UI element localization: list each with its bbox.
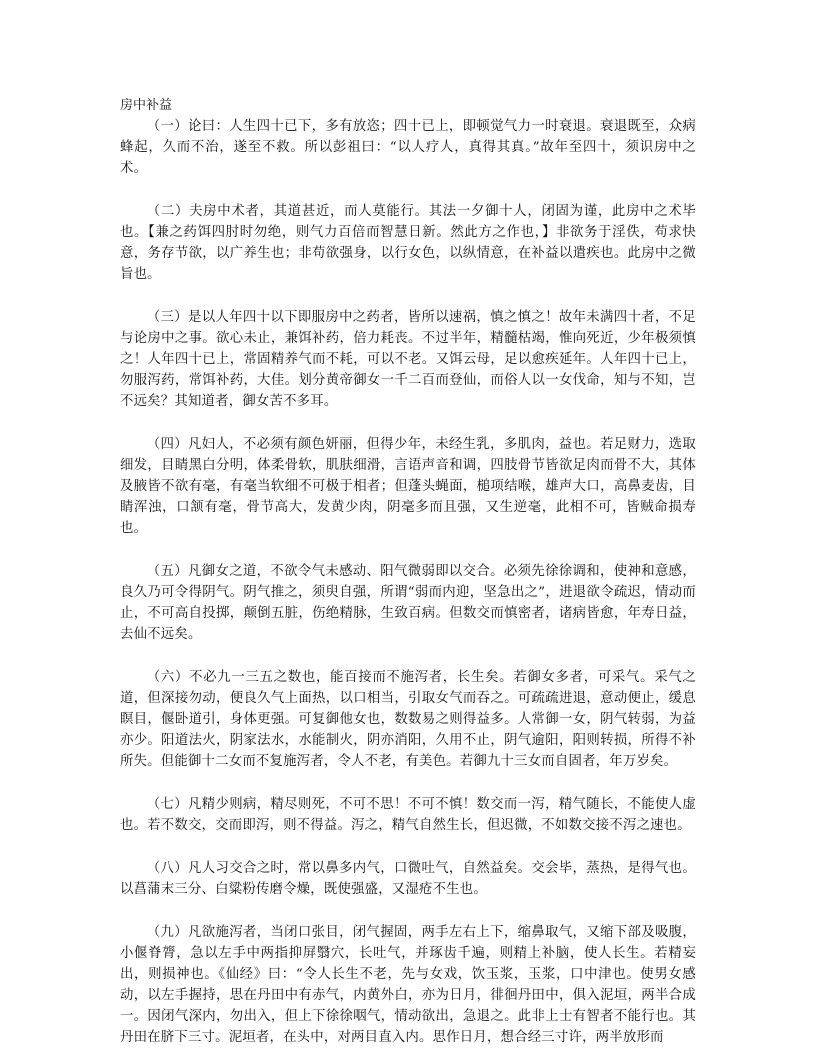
document-body	[120, 96, 696, 1048]
paragraph-8: （八）凡人习交合之时，常以鼻多内气，口微吐气，自然益矣。交会毕，蒸热，是得气也。以菖蒲末三分、白粱粉传磨令燥，既使强盛，又湿疮不生也。	[120, 861, 696, 897]
paragraph-1: （一）论曰：人生四十已下，多有放恣；四十已上，即顿觉气力一时衰退。衰退既至，众病蜂起，久而不治，遂至不救。所以彭祖曰：“以人疗人，真得其真。”故年至四十，须识房中之术。	[120, 119, 696, 176]
paragraph-3: （三）是以人年四十以下即服房中之药者，皆所以速祸，慎之慎之！故年未满四十者，不足与论房中之事。欲心未止，兼饵补药，倍力耗丧。不过半年，精髓枯竭，惟向死近，少年极须慎之！人年四十已上，常固精养气而不耗，可以不老。又饵云母，足以愈疾延年。人年四十已上，勿服泻药，常饵补药，大佳。划分黄帝御女一千二百而登仙，而俗人以一女伐命，知与不知，岂不远矣？其知道者，御女苦不多耳。	[120, 310, 696, 409]
paragraph-4: （四）凡妇人，不必须有颜色妍丽，但得少年，未经生乳，多肌肉，益也。若足财力，选取细发，目睛黑白分明，体柔骨软，肌肤细滑，言语声音和调，四肢骨节皆欲足肉而骨不大，其体及腋皆不欲有毫，有毫当软细不可极于相者；但蓬头蝇面，槌项结喉，雄声大口，高鼻麦齿，目睛浑浊，口颔有毫，骨节高大，发黄少肉，阴毫多而且强，又生逆毫，此相不可，皆贼命损寿也。	[120, 437, 696, 536]
paragraph-5: （五）凡御女之道，不欲令气未感动、阳气微弱即以交合。必须先徐徐调和，使神和意感，良久乃可令得阴气。阴气推之，须臾自强，所谓“弱而内迎，坚急出之”，进退欲令疏迟，情动而止，不可高自投掷，颠倒五脏，伤绝精脉，生致百病。但数交而慎密者，诸病皆愈，年寿日益，去仙不远矣。	[120, 564, 696, 642]
paragraph-7: （七）凡精少则病，精尽则死，不可不思！不可不慎！数交而一泻，精气随长，不能使人虚也。若不数交，交而即泻，则不得益。泻之，精气自然生长，但迟微，不如数交接不泻之速也。	[120, 797, 696, 833]
section-title: 房中补益	[120, 98, 173, 113]
paragraph-9: （九）凡欲施泻者，当闭口张目，闭气握固，两手左右上下，缩鼻取气，又缩下部及吸腹，小偃脊膂，急以左手中两指抑屏翳穴，长吐气，并琢齿千遍，则精上补脑，使人长生。若精妄出，则损神也。《仙经》曰：“令人长生不老，先与女戏，饮玉浆，玉浆，口中津也。使男女感动，以左手握持，思在丹田中有赤气，内黄外白，亦为日月，徘徊丹田中，俱入泥垣，两半合成一。因闭气深内，勿出入，但上下徐徐咽气，情动欲出，急退之。此非上士有智者不能行也。其丹田在脐下三寸。泥垣者，在头中，对两目直入内。思作日月，想合经三寸许，两半放形而	[120, 925, 696, 1045]
paragraph-6: （六）不必九一三五之数也，能百接而不施泻者，长生矣。若御女多者，可采气。采气之道，但深接勿动，便良久气上面热，以口相当，引取女气而吞之。可疏疏进退，意动便止，缓息瞑目，偃卧道引，身体更强。可复御他女也，数数易之则得益多。人常御一女，阴气转弱，为益亦少。阳道法火，阴家法水，水能制火，阴亦消阳，久用不止，阴气逾阳，阳则转损，所得不补所失。但能御十二女而不复施泻者，令人不老，有美色。若御九十三女而自固者，年万岁矣。	[120, 670, 696, 769]
paragraph-2: （二）夫房中术者，其道甚近，而人莫能行。其法一夕御十人，闭固为谨，此房中之术毕也。【兼之药饵四肘时勿绝，则气力百倍而智慧日新。然此方之作也，】非欲务于淫佚，苟求快意，务存节欲，以广养生也；非苟欲强身，以行女色，以纵情意，在补益以遣疾也。此房中之微旨也。	[120, 204, 696, 282]
